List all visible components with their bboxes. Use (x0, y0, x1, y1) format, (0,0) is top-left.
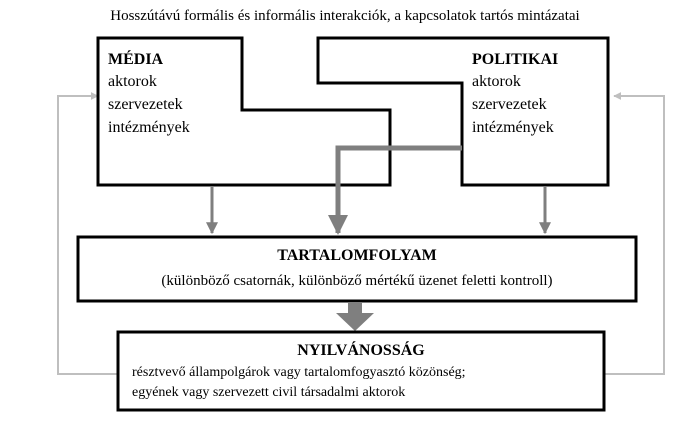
flow-to-publicity-arrow-shaft (348, 302, 362, 314)
publicity-heading: NYILVÁNOSSÁG (297, 342, 425, 359)
politics-heading: POLITIKAI (472, 51, 559, 68)
media-item-actors: aktorok (108, 73, 157, 90)
publicity-line-citizens: résztvevő állampolgárok vagy tartalomfogyasztó közönség; (132, 365, 466, 380)
publicity-line-actors: egyének vagy szervezett civil társadalmi aktorok (132, 385, 406, 400)
right-feedback-connector (604, 96, 664, 374)
politics-item-organizations: szervezetek (472, 96, 547, 113)
flow-to-publicity-arrowhead (336, 313, 374, 331)
media-heading: MÉDIA (108, 51, 164, 68)
content-flow-subtitle: (különböző csatornák, különböző mértékű üzenet feletti kontroll) (161, 273, 553, 289)
media-item-organizations: szervezetek (108, 96, 183, 113)
content-flow-heading: TARTALOMFOLYAM (277, 247, 437, 264)
politics-item-institutions: intézmények (472, 119, 554, 136)
diagram-title: Hosszútávú formális és informális interakciók, a kapcsolatok tartós mintázatai (110, 8, 580, 24)
politics-item-actors: aktorok (472, 73, 521, 90)
media-item-institutions: intézmények (108, 119, 190, 136)
